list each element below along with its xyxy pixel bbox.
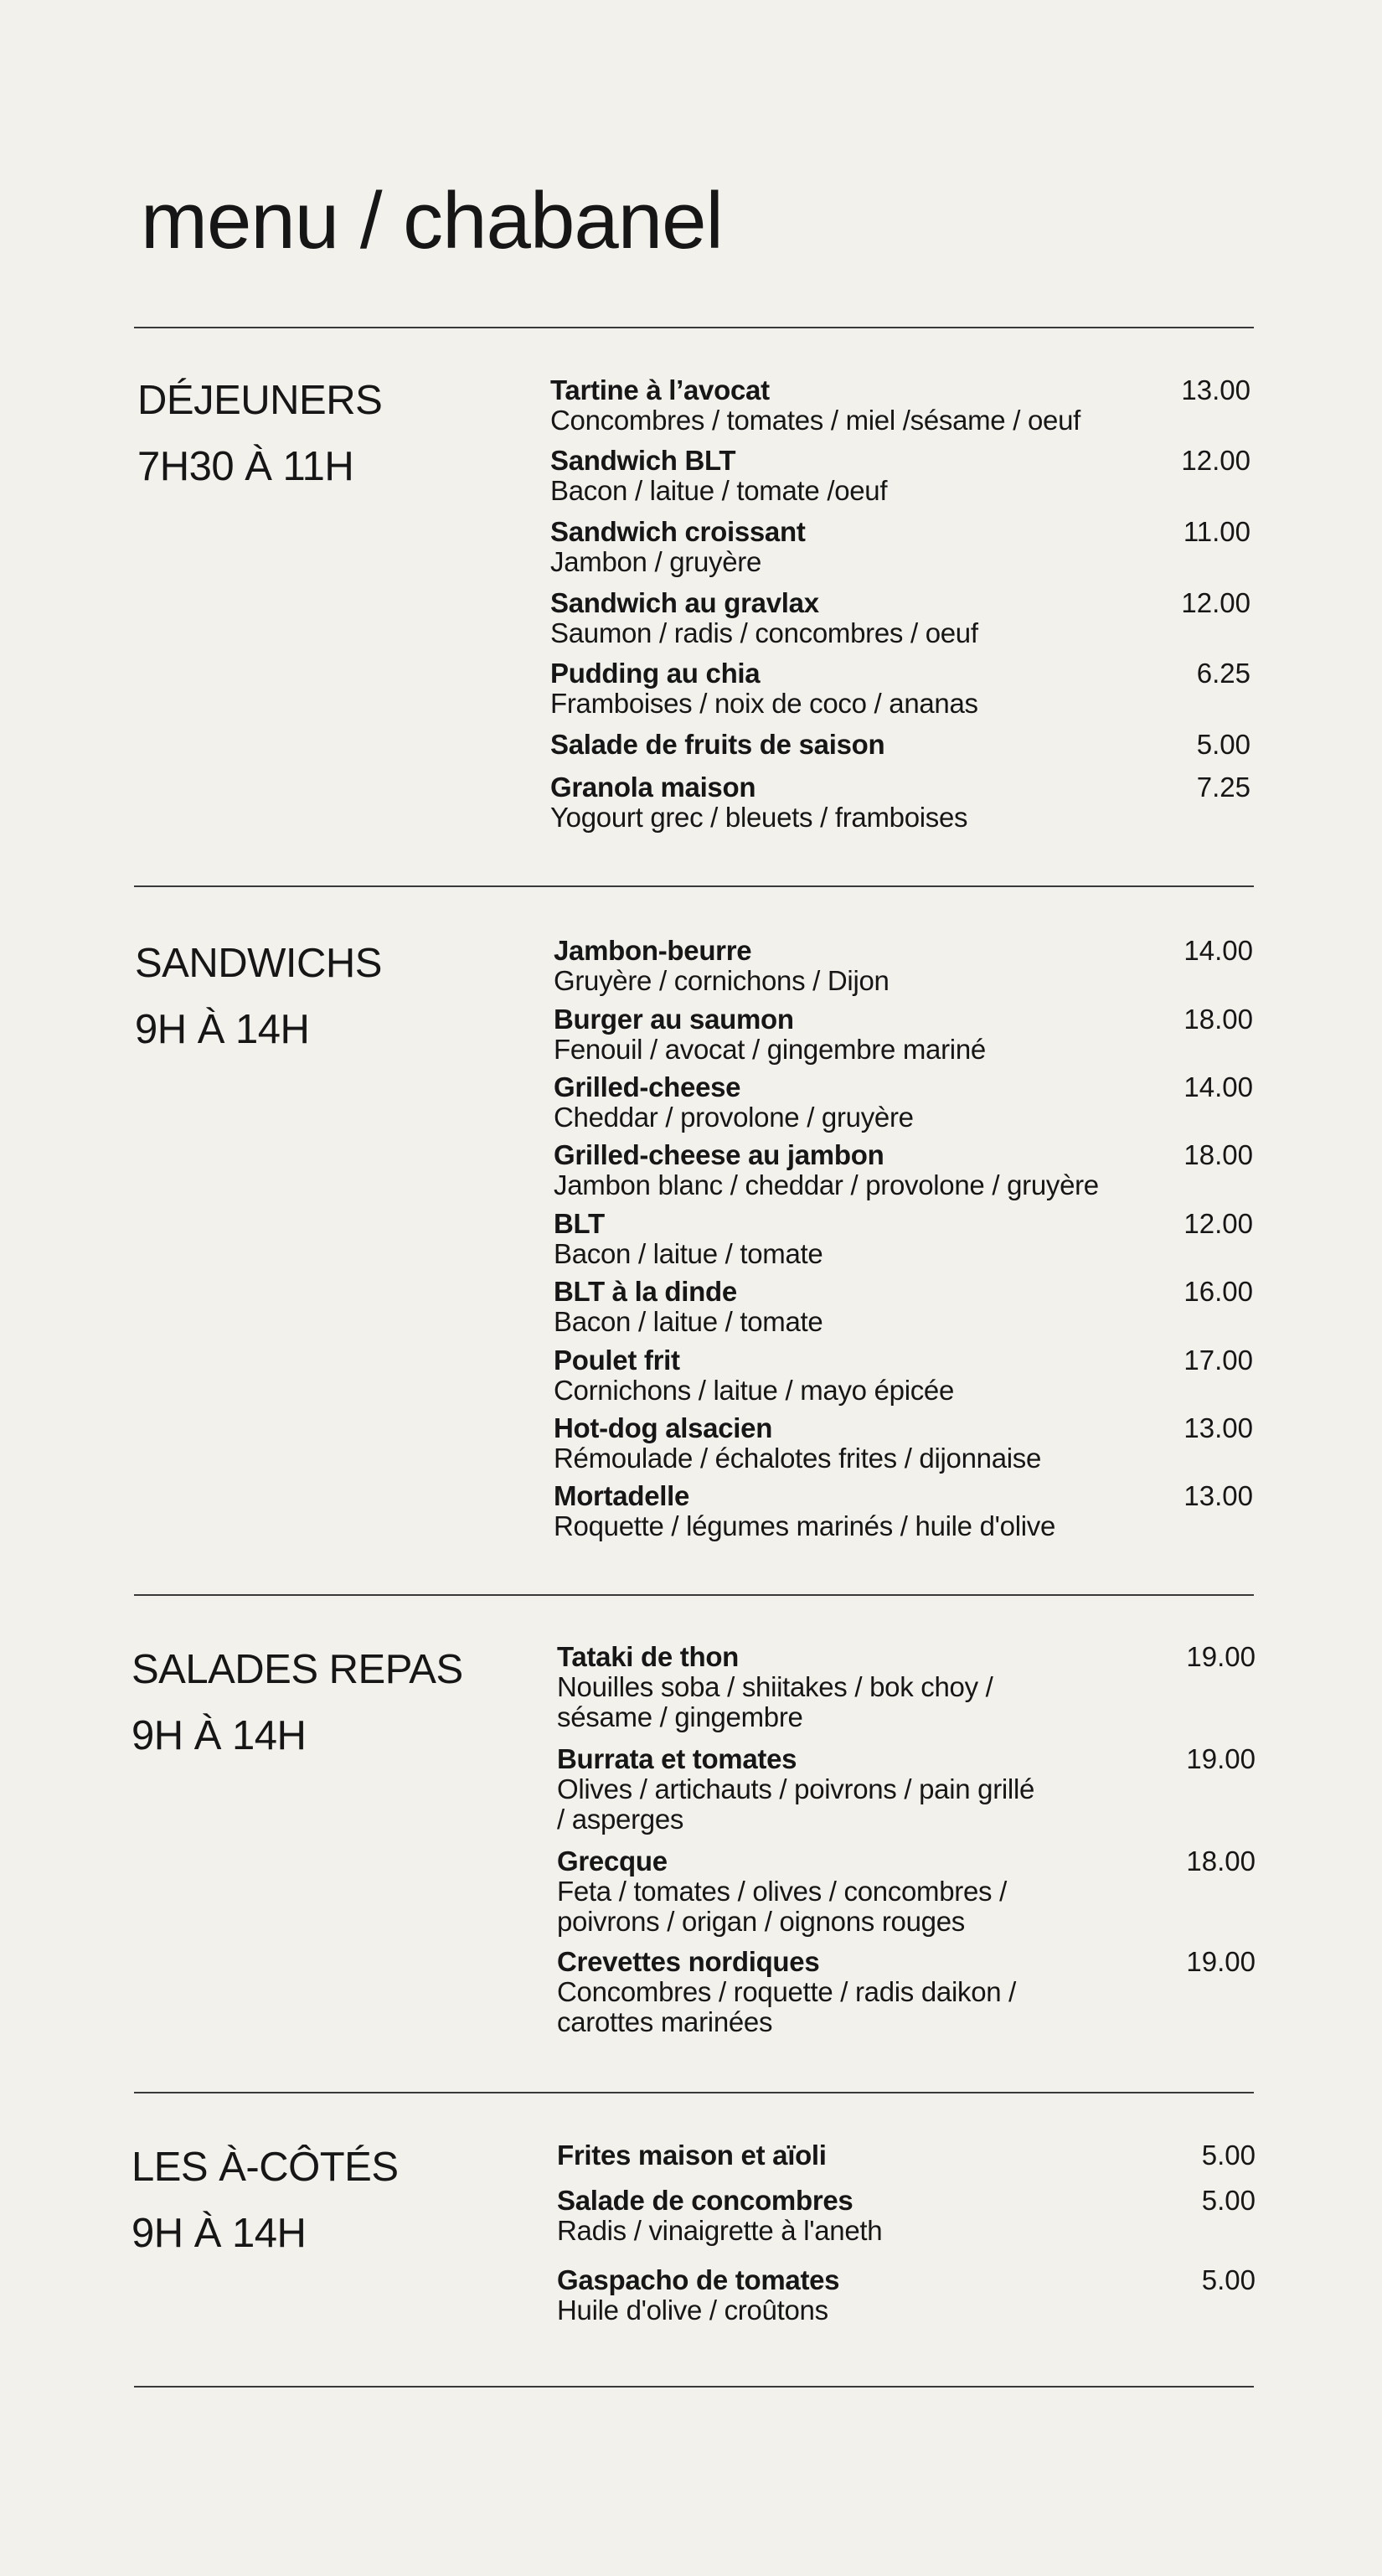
item-description: Radis / vinaigrette à l'aneth xyxy=(557,2215,883,2246)
item-price: 6.25 xyxy=(1196,658,1251,689)
menu-item xyxy=(554,1140,1382,1200)
item-price: 18.00 xyxy=(1183,1139,1253,1170)
item-description: Cheddar / provolone / gruyère xyxy=(554,1102,914,1133)
item-price: 12.00 xyxy=(1181,445,1251,476)
menu-item xyxy=(557,2265,1382,2326)
section-hours: 9H À 14H xyxy=(131,2211,307,2256)
item-description: Bacon / laitue / tomate xyxy=(554,1238,823,1269)
item-description: Cornichons / laitue / mayo épicée xyxy=(554,1375,955,1406)
item-name: Sandwich BLT xyxy=(550,445,736,476)
item-price: 13.00 xyxy=(1183,1412,1253,1443)
item-name: Grecque xyxy=(557,1846,668,1877)
item-name: Salade de concombres xyxy=(557,2185,853,2216)
item-price: 18.00 xyxy=(1183,1004,1253,1035)
menu-item xyxy=(557,1947,1382,2037)
item-description: / asperges xyxy=(557,1804,684,1835)
item-description: Jambon blanc / cheddar / provolone / gruyère xyxy=(554,1169,1099,1200)
item-price: 19.00 xyxy=(1186,1743,1256,1774)
section-hours: 9H À 14H xyxy=(131,1713,307,1758)
menu-item xyxy=(554,1481,1382,1541)
item-description: Rémoulade / échalotes frites / dijonnaise xyxy=(554,1443,1042,1474)
divider xyxy=(134,2386,1254,2388)
section-title: SALADES REPAS xyxy=(131,1647,463,1692)
item-name: Mortadelle xyxy=(554,1480,690,1511)
item-description: Concombres / roquette / radis daikon / xyxy=(557,1976,1017,2007)
item-name: Granola maison xyxy=(550,772,756,803)
item-name: BLT à la dinde xyxy=(554,1276,737,1307)
item-price: 14.00 xyxy=(1183,1071,1253,1102)
item-description: Feta / tomates / olives / concombres / xyxy=(557,1876,1007,1907)
menu-item xyxy=(550,446,1382,506)
item-description: Bacon / laitue / tomate /oeuf xyxy=(550,475,888,506)
item-price: 13.00 xyxy=(1183,1480,1253,1511)
item-price: 7.25 xyxy=(1196,772,1251,803)
item-price: 11.00 xyxy=(1183,516,1251,547)
menu-item xyxy=(550,517,1382,577)
item-name: Crevettes nordiques xyxy=(557,1946,820,1977)
item-name: Pudding au chia xyxy=(550,658,761,689)
item-description: Fenouil / avocat / gingembre mariné xyxy=(554,1034,986,1065)
menu-item xyxy=(554,1004,1382,1065)
item-name: Grilled-cheese xyxy=(554,1071,741,1102)
item-name: Jambon-beurre xyxy=(554,935,752,966)
item-name: Sandwich au gravlax xyxy=(550,587,819,618)
section-heading xyxy=(135,938,382,1055)
divider xyxy=(134,885,1254,887)
item-name: Frites maison et aïoli xyxy=(557,2140,827,2171)
item-description: carottes marinées xyxy=(557,2006,773,2037)
item-name: Burrata et tomates xyxy=(557,1743,797,1774)
section-title: LES À-CÔTÉS xyxy=(131,2145,399,2190)
item-price: 19.00 xyxy=(1186,1641,1256,1672)
menu-item xyxy=(557,1846,1382,1937)
item-name: Sandwich croissant xyxy=(550,516,806,547)
menu-item xyxy=(550,772,1382,833)
item-name: Tataki de thon xyxy=(557,1641,740,1672)
item-price: 12.00 xyxy=(1181,587,1251,618)
divider xyxy=(134,1594,1254,1596)
divider xyxy=(134,327,1254,328)
menu-item xyxy=(554,1277,1382,1337)
item-description: Olives / artichauts / poivrons / pain grillé xyxy=(557,1773,1035,1804)
page-title: menu / chabanel xyxy=(141,176,723,266)
menu-item xyxy=(557,1642,1382,1732)
menu-item xyxy=(550,588,1382,648)
section-title: SANDWICHS xyxy=(135,941,382,986)
menu-item xyxy=(557,2140,1382,2171)
item-price: 14.00 xyxy=(1183,935,1253,966)
item-price: 18.00 xyxy=(1186,1846,1256,1877)
item-price: 13.00 xyxy=(1181,374,1251,405)
item-name: Poulet frit xyxy=(554,1345,680,1376)
item-description: Nouilles soba / shiitakes / bok choy / xyxy=(557,1671,993,1702)
item-description: poivrons / origan / oignons rouges xyxy=(557,1906,965,1937)
section-title: DÉJEUNERS xyxy=(137,378,383,423)
item-price: 5.00 xyxy=(1201,2140,1256,2171)
menu-item xyxy=(550,658,1382,719)
item-description: Concombres / tomates / miel /sésame / oeuf xyxy=(550,405,1080,436)
item-description: sésame / gingembre xyxy=(557,1701,803,1732)
item-name: Salade de fruits de saison xyxy=(550,729,885,760)
item-price: 17.00 xyxy=(1183,1345,1253,1376)
menu-item xyxy=(557,2186,1382,2246)
item-description: Saumon / radis / concombres / oeuf xyxy=(550,617,978,648)
menu-item xyxy=(554,1072,1382,1133)
menu-item xyxy=(554,1345,1382,1406)
item-name: BLT xyxy=(554,1208,605,1239)
item-description: Bacon / laitue / tomate xyxy=(554,1306,823,1337)
item-name: Hot-dog alsacien xyxy=(554,1412,773,1443)
section-heading xyxy=(137,375,382,492)
menu-section xyxy=(0,1641,1382,2037)
item-price: 16.00 xyxy=(1183,1276,1253,1307)
item-price: 5.00 xyxy=(1201,2185,1256,2216)
item-price: 5.00 xyxy=(1196,729,1251,760)
section-heading xyxy=(131,2142,399,2259)
item-description: Framboises / noix de coco / ananas xyxy=(550,688,978,719)
menu-item xyxy=(550,375,1382,436)
item-description: Roquette / légumes marinés / huile d'olive xyxy=(554,1510,1056,1541)
divider xyxy=(134,2092,1254,2093)
item-description: Jambon / gruyère xyxy=(550,546,761,577)
section-hours: 9H À 14H xyxy=(135,1007,310,1052)
menu-item xyxy=(557,1744,1382,1835)
item-name: Grilled-cheese au jambon xyxy=(554,1139,884,1170)
item-description: Yogourt grec / bleuets / framboises xyxy=(550,802,968,833)
section-heading xyxy=(131,1644,463,1761)
item-name: Gaspacho de tomates xyxy=(557,2264,840,2295)
item-name: Burger au saumon xyxy=(554,1004,794,1035)
menu-section xyxy=(0,935,1382,1541)
item-name: Tartine à l’avocat xyxy=(550,374,770,405)
menu-item xyxy=(550,730,1382,760)
section-hours: 7H30 À 11H xyxy=(137,444,354,489)
menu-item xyxy=(554,1413,1382,1474)
item-description: Huile d'olive / croûtons xyxy=(557,2295,828,2326)
menu-item xyxy=(554,936,1382,996)
item-price: 19.00 xyxy=(1186,1946,1256,1977)
menu-item xyxy=(554,1209,1382,1269)
item-description: Gruyère / cornichons / Dijon xyxy=(554,965,890,996)
menu-section xyxy=(0,2140,1382,2326)
menu-section xyxy=(0,374,1382,833)
item-price: 5.00 xyxy=(1201,2264,1256,2295)
item-price: 12.00 xyxy=(1183,1208,1253,1239)
